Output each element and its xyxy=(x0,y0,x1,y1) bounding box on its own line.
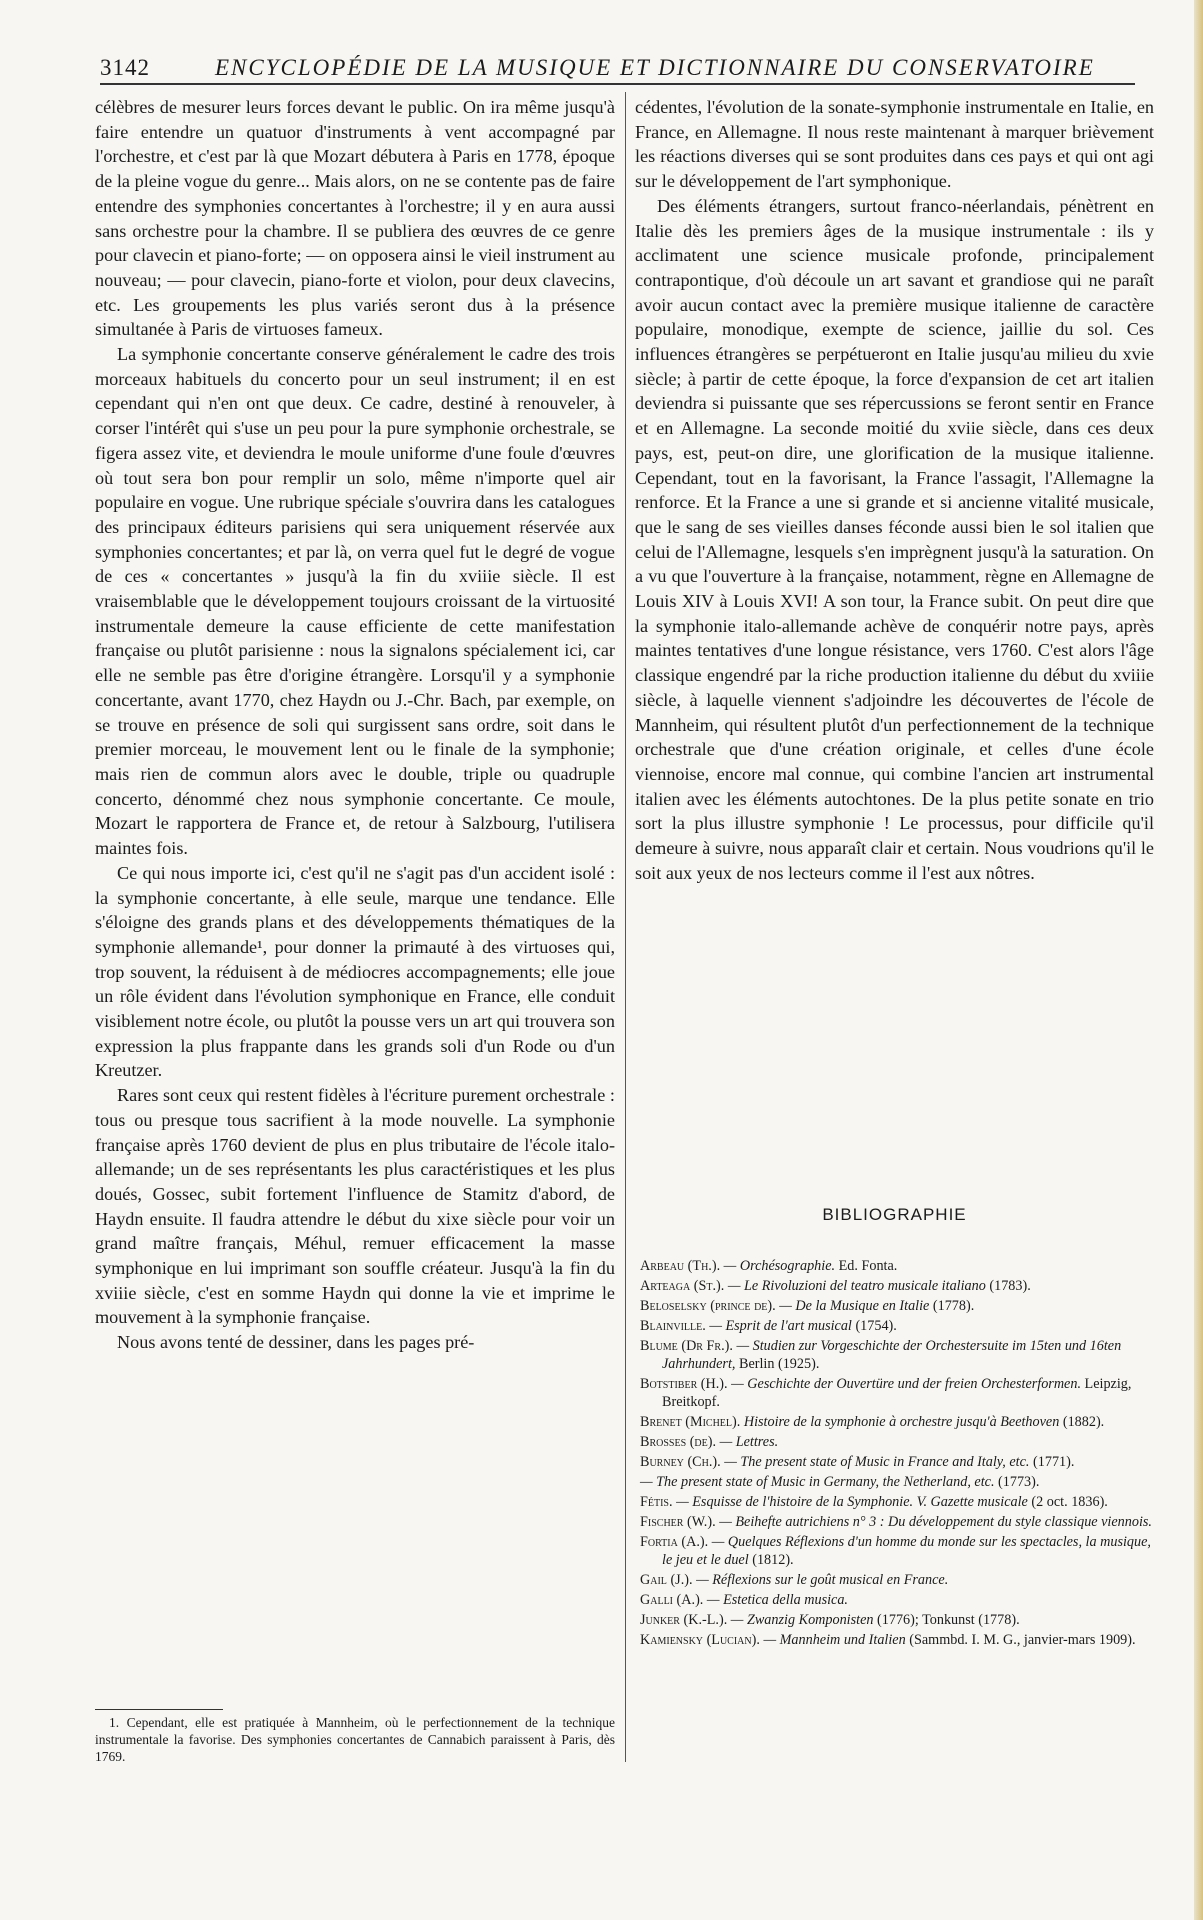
bib-details: (1783). xyxy=(985,1278,1031,1294)
bib-details: (2 oct. 1836). xyxy=(1027,1494,1108,1510)
bibliography-entry xyxy=(640,1337,1154,1373)
bibliography-entry xyxy=(640,1533,1154,1569)
bibliography-entry xyxy=(640,1591,1154,1609)
bib-details: (1812). xyxy=(748,1552,794,1568)
bib-details: Ed. Fonta. xyxy=(835,1258,898,1274)
bibliography-entry xyxy=(640,1493,1154,1511)
bib-author: Fortia (A.). xyxy=(640,1534,709,1550)
bibliography-entry xyxy=(640,1257,1154,1275)
bibliography-entry xyxy=(640,1453,1154,1471)
bib-title: — Zwanzig Komponisten xyxy=(727,1612,874,1628)
paragraph: Nous avons tenté de dessiner, dans les pages pré- xyxy=(117,1332,475,1353)
paragraph: Des éléments étrangers, surtout franco-néerlandais, pénètrent en Italie dès les premiers âges de la musique instrumentale : ils y acclimatent une science musicale profonde, principalement contrapontique, d'où découle un art savant et grandiose qui ne paraît avoir aucun contact avec la première musique italienne de caractère populaire, monodique, exempte de science, jaillie du sol. Ces influences étrangères se perpétueront en Italie jusqu'au milieu du xvie siècle; à partir de cette époque, la force d'expansion de cet art italien deviendra si puissante que ses répercussions se feront sentir en France et en Allemagne. La seconde moitié du xviie siècle, dans ces deux pays, est, peut-on dire, une glorification de la musique italienne. Cependant, tout en la favorisant, la France l'assagit, l'Allemagne la renforce. Et la France a une si grande et si ancienne vitalité musicale, que le sang de ses vieilles danses féconde aussi bien le sol italien que celui de l'Allemagne, lesquels s'en imprègnent jusqu'à la saturation. On a vu que l'ouverture à la française, notamment, règne en Allemagne de Louis XIV à Louis XVI! A son tour, la France subit. On peut dire que la symphonie italo-allemande achève de conquérir notre pays, après maintes tentatives d'une longue résistance, vers 1760. C'est alors l'âge classique engendré par la riche production italienne du début du xviiie siècle, à laquelle viennent s'adjoindre les découvertes de l'école de Mannheim, qui résultent plutôt d'un perfectionnement de la technique orchestrale que d'une création originale, et celles d'une école viennoise, encore mal connue, qui combine l'ancien art instrumental italien avec les éléments autochtones. De la plus petite sonate en trio sort la plus illustre symphonie ! Le processus, pour difficile qu'il demeure à suivre, nous apparaît clair et certain. Nous voudrions qu'il le soit aux yeux de nos lecteurs comme il l'est aux nôtres. xyxy=(635,195,1154,883)
bib-title: — Réflexions sur le goût musical en France. xyxy=(692,1572,949,1588)
paragraph: La symphonie concertante conserve généralement le cadre des trois morceaux habituels du concerto pour un seul instrument; il en est cependant qui n'en ont que deux. Ce cadre, destiné à renouveler, à corser l'intérêt qui s'use un peu pour la pure symphonie orchestrale, se figera assez vite, et deviendra le moule uniforme d'une foule d'œuvres où tout sera bon pour remplir un solo, même n'importe quel air populaire en vogue. Une rubrique spéciale s'ouvrira dans les catalogues des principaux éditeurs parisiens qui sera uniquement réservée aux symphonies concertantes; et par là, on verra quel fut le degré de vogue de ces « concertantes » jusqu'à la fin du xviiie siècle. Il est vraisemblable que le développement toujours croissant de la virtuosité instrumentale demeure la cause efficiente de cette manifestation française ou plutôt parisienne : nous la signalons spécialement ici, car elle ne semble pas être d'origine étrangère. Lorsqu'il y a symphonie concertante, avant 1770, chez Haydn ou J.-Chr. Bach, par exemple, on se trouve en présence de soli qui surgissent sans ordre, soit dans le premier morceau, le mouvement lent ou le finale de la symphonie; mais rien de commun alors avec le double, triple ou quadruple concerto, dénommé chez nous symphonie concertante. Ce moule, Mozart le rapportera de France et, de retour à Salzbourg, l'utilisera maintes fois. xyxy=(95,344,615,859)
bibliography-entry xyxy=(640,1277,1154,1295)
bib-author: Fischer (W.). xyxy=(640,1514,716,1530)
bib-title: — Le Rivoluzioni del teatro musicale italiano xyxy=(724,1278,986,1294)
bib-title: — Studien zur Vorgeschichte der Orchestersuite im 15ten und 16ten Jahrhundert, xyxy=(662,1338,1122,1372)
bibliography-entry xyxy=(640,1317,1154,1335)
bib-title: — Geschichte der Ouvertüre und der freien Orchesterformen. xyxy=(727,1376,1081,1392)
left-column xyxy=(95,95,615,1355)
bib-author: Blainville. xyxy=(640,1318,706,1334)
footnote-rule xyxy=(95,1709,223,1710)
bib-title: — Quelques Réflexions d'un homme du monde sur les spectacles, la musique, le jeu et le duel xyxy=(662,1534,1151,1568)
bib-details: (Sammbd. I. M. G., janvier-mars 1909). xyxy=(905,1632,1136,1648)
bib-author: Brenet (Michel). xyxy=(640,1414,741,1430)
bib-author: Beloselsky (prince de). xyxy=(640,1298,776,1314)
bib-title: — Esquisse de l'histoire de la Symphonie. V. Gazette musicale xyxy=(672,1494,1028,1510)
bibliography-entry xyxy=(640,1375,1154,1411)
paragraph: célèbres de mesurer leurs forces devant le public. On ira même jusqu'à faire entendre un quatuor d'instruments à vent accompagné par l'orchestre, et c'est par là que Mozart débutera à Paris en 1778, époque de la pleine vogue du genre... Mais alors, on ne se contente pas de faire entendre des symphonies concertantes à l'orchestre; il y en aura aussi sans orchestre pour la chambre. Il se publiera des œuvres de ce genre pour clavecin et piano-forte; — on opposera ainsi le vieil instrument au nouveau; — pour clavecin, piano-forte et violon, pour deux clavecins, etc. Les groupements les plus variés seront dus à la présence simultanée à Paris de virtuoses fameux. xyxy=(95,97,615,340)
bib-details: (1882). xyxy=(1059,1414,1105,1430)
bibliography-entry xyxy=(640,1631,1154,1649)
footnote xyxy=(95,1714,615,1765)
bib-author: Fétis. xyxy=(640,1494,673,1510)
bibliography-entry xyxy=(640,1611,1154,1629)
bibliography-entry xyxy=(640,1473,1154,1491)
paragraph: cédentes, l'évolution de la sonate-symphonie instrumentale en Italie, en France, en Allemagne. Il nous reste maintenant à marquer brièvement les réactions diverses qui se sont produites dans ces pays et qui ont agi sur le développement de l'art symphonique. xyxy=(635,97,1154,192)
bib-details: (1778). xyxy=(929,1298,975,1314)
bib-author: Kamiensky (Lucian). xyxy=(640,1632,760,1648)
bib-details: (1776); Tonkunst (1778). xyxy=(873,1612,1020,1628)
bib-author: Gail (J.). xyxy=(640,1572,693,1588)
paragraph: Ce qui nous importe ici, c'est qu'il ne s'agit pas d'un accident isolé : la symphonie concertante, à elle seule, marque une tendance. Elle s'éloigne des grands plans et des développements thématiques de la symphonie allemande¹, pour donner la primauté à des virtuoses qui, trop souvent, la réduisent à de médiocres accompagnements; elle joue un rôle évident dans l'évolution symphonique en France, elle conduit visiblement notre école, ou plutôt la pousse vers un art qui trouvera son expression la plus frappante dans les grands soli d'un Rode ou d'un Kreutzer. xyxy=(95,862,615,1081)
bib-title: — Orchésographie. xyxy=(720,1258,836,1274)
bib-details: (1773). xyxy=(994,1474,1040,1490)
bib-details: Berlin (1925). xyxy=(735,1356,820,1372)
bib-title: — The present state of Music in France and Italy, etc. xyxy=(720,1454,1030,1470)
bib-author: Arbeau (Th.). xyxy=(640,1258,721,1274)
bib-details: Leipzig, Breitkopf. xyxy=(662,1376,1132,1410)
bib-title: — De la Musique en Italie xyxy=(775,1298,930,1314)
bib-author: Botstiber (H.). xyxy=(640,1376,728,1392)
bib-title: — The present state of Music in Germany, the Netherland, etc. xyxy=(640,1474,995,1490)
bib-title: Histoire de la symphonie à orchestre jusqu'à Beethoven xyxy=(740,1414,1060,1430)
bibliography-entry xyxy=(640,1513,1154,1531)
running-header xyxy=(100,55,1135,81)
bib-author: Galli (A.). xyxy=(640,1592,704,1608)
bib-details: (1771). xyxy=(1029,1454,1075,1470)
page-edge xyxy=(1194,0,1203,1920)
column-divider xyxy=(625,92,626,1762)
paragraph: Rares sont ceux qui restent fidèles à l'écriture purement orchestrale : tous ou presque tous sacrifient à la mode nouvelle. La symphonie française après 1760 devient de plus en plus tributaire de l'école italo-allemande; un de ses représentants les plus caractéristiques et les plus doués, Gossec, subit fortement l'influence de Stamitz d'abord, de Haydn ensuite. Il faudra attendre le début du xixe siècle pour voir un grand maître français, Méhul, remuer efficacement la masse symphonique en lui imprimant son souffle créateur. Jusqu'à la fin du xviiie siècle, c'est en somme Haydn qui donne la vie et imprime le mouvement à la symphonie française. xyxy=(95,1085,615,1328)
bib-details: (1754). xyxy=(851,1318,897,1334)
bib-title: — Lettres. xyxy=(716,1434,779,1450)
bib-author: Junker (K.-L.). xyxy=(640,1612,728,1628)
running-title: ENCYCLOPÉDIE DE LA MUSIQUE ET DICTIONNAIRE DU CONSERVATOIRE xyxy=(215,55,1095,80)
bib-author: Blume (Dr Fr.). xyxy=(640,1338,733,1354)
bib-title: — Estetica della musica. xyxy=(703,1592,848,1608)
bibliography-entry xyxy=(640,1433,1154,1451)
page-number: 3142 xyxy=(100,55,150,80)
right-column xyxy=(635,95,1154,886)
bib-title: — Mannheim und Italien xyxy=(759,1632,906,1648)
header-rule xyxy=(100,83,1135,85)
bib-title: — Beihefte autrichiens n° 3 : Du développement du style classique viennois. xyxy=(715,1514,1152,1530)
bib-author: Brosses (de). xyxy=(640,1434,717,1450)
bibliography-entry xyxy=(640,1297,1154,1315)
bibliography-heading: BIBLIOGRAPHIE xyxy=(822,1205,967,1224)
footnote-text: 1. Cependant, elle est pratiquée à Mannheim, où le perfectionnement de la technique instrumentale la favorise. Des symphonies concertantes de Cannabich paraissent à Paris, dès 1769. xyxy=(95,1715,615,1764)
bib-title: — Esprit de l'art musical xyxy=(705,1318,852,1334)
bibliography-entry xyxy=(640,1413,1154,1431)
bibliography-list xyxy=(640,1257,1154,1651)
bibliography-entry xyxy=(640,1571,1154,1589)
bib-author: Arteaga (St.). xyxy=(640,1278,725,1294)
bib-author: Burney (Ch.). xyxy=(640,1454,721,1470)
